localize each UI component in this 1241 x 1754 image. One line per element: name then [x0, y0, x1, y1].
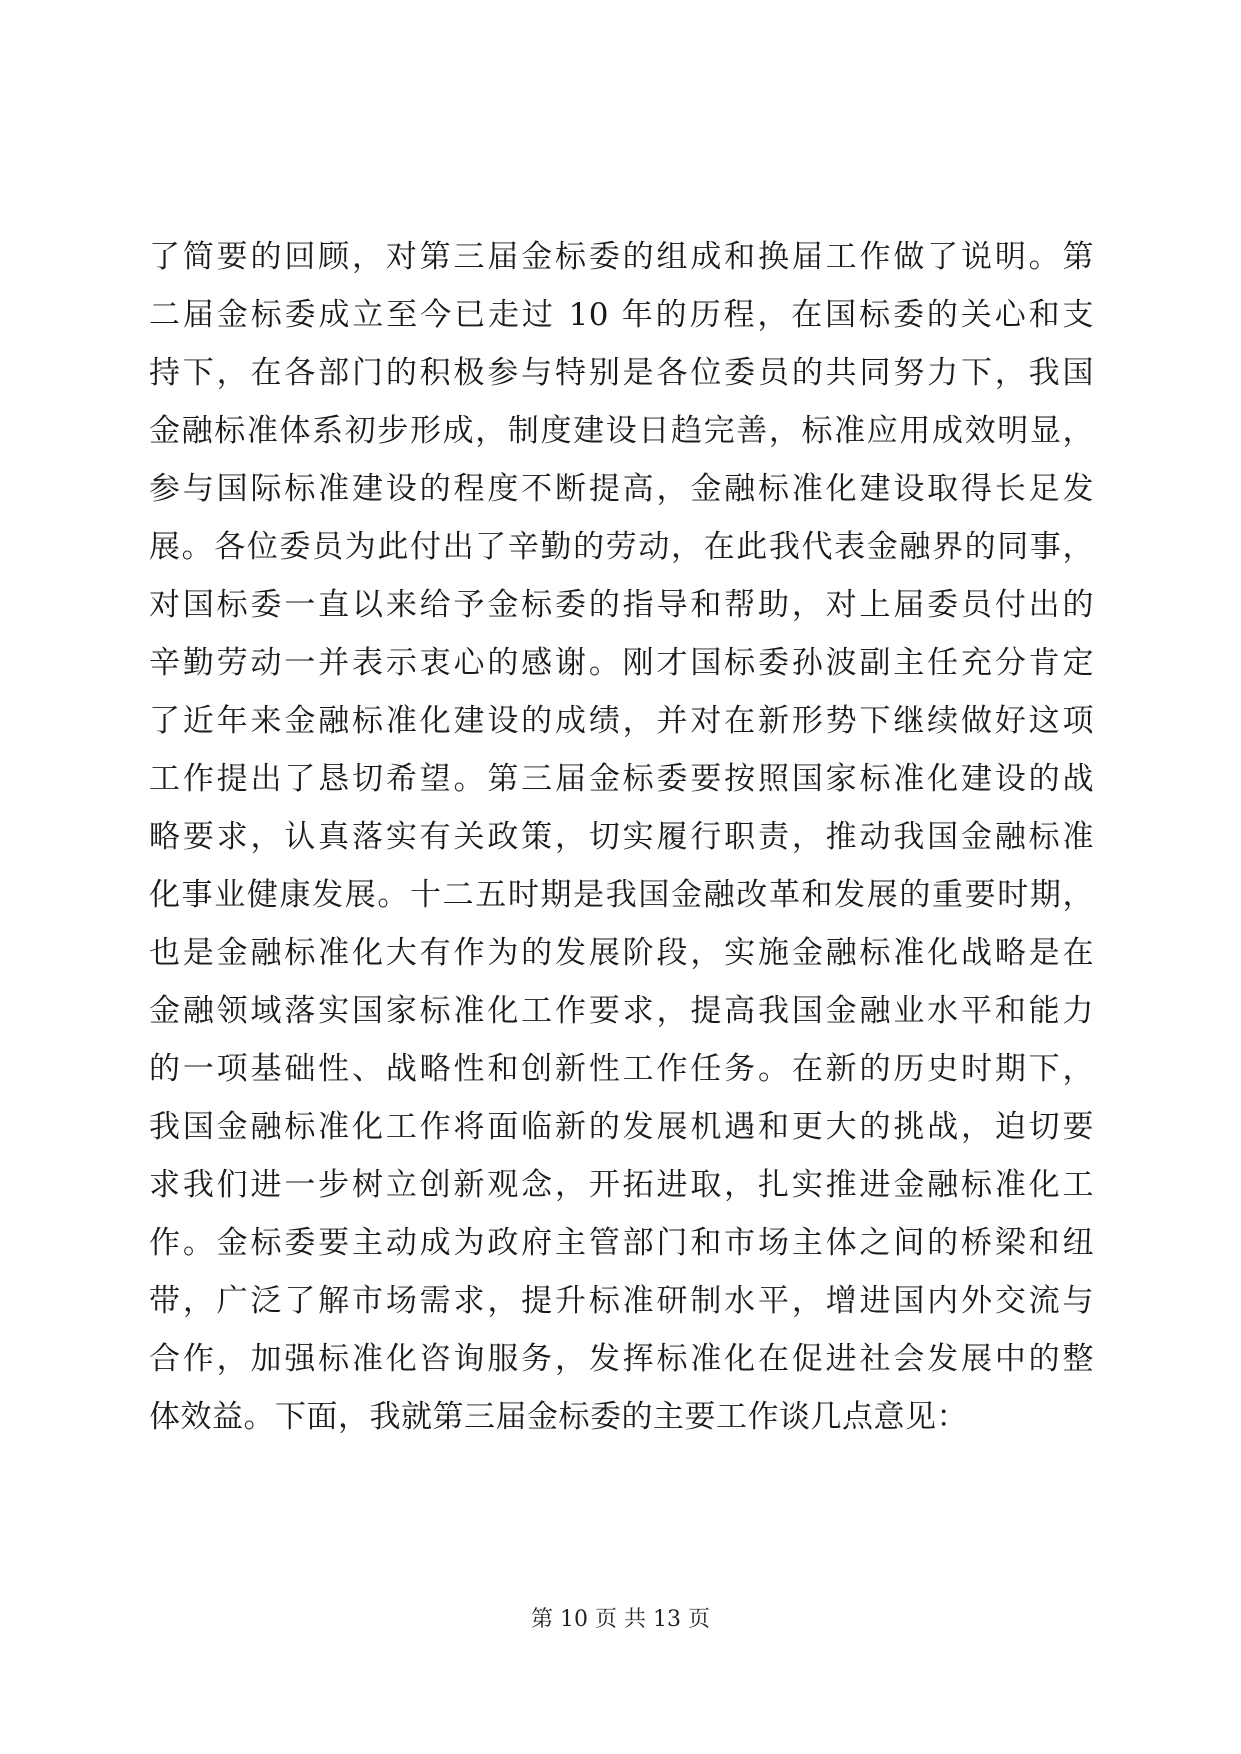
text-line: 合作，加强标准化咨询服务，发挥标准化在促进社会发展中的整	[149, 1341, 1094, 1377]
text-line: 也是金融标准化大有作为的发展阶段，实施金融标准化战略是在	[149, 935, 1094, 971]
text-line: 作。金标委要主动成为政府主管部门和市场主体之间的桥梁和纽	[149, 1225, 1094, 1261]
text-line: 求我们进一步树立创新观念，开拓进取，扎实推进金融标准化工	[149, 1167, 1094, 1203]
text-line: 略要求，认真落实有关政策，切实履行职责，推动我国金融标准	[149, 819, 1094, 855]
text-line: 持下，在各部门的积极参与特别是各位委员的共同努力下，我国	[149, 355, 1094, 391]
text-line: 的一项基础性、战略性和创新性工作任务。在新的历史时期下，	[149, 1051, 1094, 1087]
text-line: 金融标准体系初步形成，制度建设日趋完善，标准应用成效明显，	[149, 413, 1094, 449]
text-line: 了近年来金融标准化建设的成绩，并对在新形势下继续做好这项	[149, 703, 1094, 739]
text-line: 体效益。下面，我就第三届金标委的主要工作谈几点意见：	[149, 1399, 968, 1435]
text-line: 二届金标委成立至今已走过 10 年的历程，在国标委的关心和支	[149, 297, 1094, 333]
text-line: 带，广泛了解市场需求，提升标准研制水平，增进国内外交流与	[149, 1283, 1094, 1319]
text-line: 对国标委一直以来给予金标委的指导和帮助，对上届委员付出的	[149, 587, 1094, 623]
text-line: 展。各位委员为此付出了辛勤的劳动，在此我代表金融界的同事，	[149, 529, 1094, 565]
text-line: 我国金融标准化工作将面临新的发展机遇和更大的挑战，迫切要	[149, 1109, 1094, 1145]
text-line: 工作提出了恳切希望。第三届金标委要按照国家标准化建设的战	[149, 761, 1094, 797]
page-number-footer: 第 10 页 共 13 页	[531, 1607, 710, 1632]
text-line: 化事业健康发展。十二五时期是我国金融改革和发展的重要时期，	[149, 877, 1094, 913]
text-line: 参与国际标准建设的程度不断提高，金融标准化建设取得长足发	[149, 471, 1094, 507]
text-line: 了简要的回顾，对第三届金标委的组成和换届工作做了说明。第	[149, 239, 1094, 275]
body-paragraph	[149, 228, 1094, 1446]
text-line: 金融领域落实国家标准化工作要求，提高我国金融业水平和能力	[149, 993, 1094, 1029]
text-line: 辛勤劳动一并表示衷心的感谢。刚才国标委孙波副主任充分肯定	[149, 645, 1094, 681]
